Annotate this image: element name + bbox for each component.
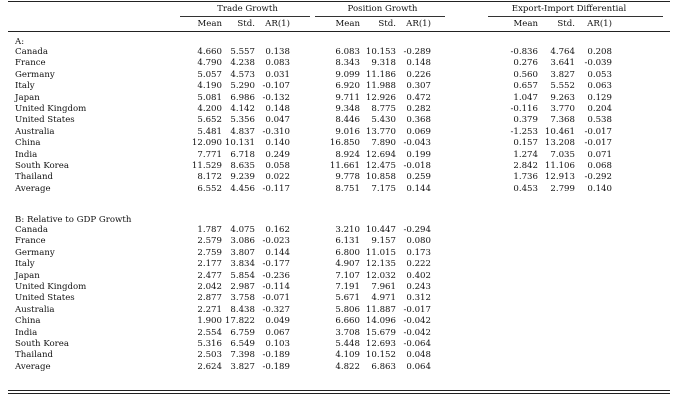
- table-cell: 14.096: [365, 316, 396, 327]
- header-export-import-differential: Export-Import Differential: [511, 4, 627, 14]
- table-cell: 0.053: [587, 69, 612, 80]
- table-cell: 4.837: [230, 126, 255, 137]
- table-cell: 0.453: [513, 183, 538, 194]
- table-cell: -0.177: [262, 259, 290, 270]
- table-cell: 7.890: [371, 138, 396, 149]
- table-cell: 0.048: [406, 350, 431, 361]
- table-cell: 5.448: [335, 339, 360, 349]
- table-cell: 4.790: [197, 58, 222, 69]
- table-cell: 2.271: [197, 304, 222, 315]
- table-cell: 2.799: [550, 183, 575, 194]
- table-cell: 9.318: [371, 58, 396, 69]
- table-cell: 0.157: [513, 138, 538, 149]
- table-cell: 9.778: [335, 172, 360, 183]
- table-cell: 3.641: [550, 58, 575, 69]
- table-cell: 6.660: [335, 316, 360, 327]
- table-cell: 7.771: [197, 149, 222, 160]
- table-cell: 5.552: [550, 81, 575, 92]
- table-cell: 4.142: [230, 104, 255, 114]
- row-label: United Kingdom: [15, 282, 87, 292]
- table-cell: 8.775: [371, 104, 396, 114]
- table-cell: 2.477: [197, 270, 222, 281]
- row-label: Thailand: [15, 350, 54, 361]
- row-label: India: [15, 327, 38, 338]
- table-cell: 8.438: [230, 304, 255, 315]
- table-cell: 6.759: [230, 327, 255, 338]
- table-cell: 6.920: [335, 81, 360, 92]
- table-cell: 5.081: [197, 92, 222, 103]
- table-cell: 12.032: [365, 270, 396, 281]
- table-cell: 0.144: [265, 247, 290, 258]
- table-cell: 2.554: [197, 327, 222, 338]
- table-cell: 0.148: [406, 58, 431, 69]
- table-bottom-rule-1: [8, 390, 670, 391]
- table-cell: 10.461: [544, 126, 575, 137]
- table-cell: 7.191: [335, 282, 360, 292]
- table-cell: 8.343: [335, 58, 360, 69]
- table-cell: 4.075: [230, 225, 255, 235]
- table-cell: 6.800: [335, 247, 360, 258]
- row-label: India: [15, 149, 38, 160]
- table-cell: 0.022: [265, 172, 290, 183]
- table-cell: 2.042: [197, 282, 222, 292]
- table-cell: 2.624: [197, 361, 222, 372]
- table-cell: 0.312: [406, 293, 431, 304]
- table-cell: 9.239: [230, 172, 255, 183]
- table-cell: 0.657: [513, 81, 538, 92]
- table-cell: 0.222: [406, 259, 431, 270]
- table-cell: 9.157: [371, 236, 396, 247]
- table-cell: -0.039: [584, 58, 612, 69]
- table-cell: -0.116: [510, 104, 538, 114]
- row-label: France: [15, 236, 46, 247]
- table-cell: 5.316: [197, 339, 222, 349]
- table-cell: 11.529: [191, 161, 222, 171]
- table-cell: -0.017: [584, 126, 612, 137]
- position-growth-underline: [315, 16, 445, 17]
- table-cell: 5.557: [230, 47, 255, 57]
- table-cell: 8.172: [197, 172, 222, 183]
- table-cell: 7.961: [371, 282, 396, 292]
- table-cell: -0.236: [262, 270, 290, 281]
- table-cell: 9.348: [335, 104, 360, 114]
- table-cell: -0.042: [403, 327, 431, 338]
- table-cell: -0.043: [403, 138, 431, 149]
- table-cell: 4.822: [335, 361, 360, 372]
- table-cell: 4.109: [335, 350, 360, 361]
- table-cell: 3.807: [230, 247, 255, 258]
- row-label: Average: [15, 361, 51, 372]
- table-cell: 0.049: [265, 316, 290, 327]
- table-cell: 1.047: [513, 92, 538, 103]
- table-cell: 5.652: [197, 115, 222, 126]
- table-cell: 2.503: [197, 350, 222, 361]
- table-cell: 1.787: [197, 225, 222, 235]
- row-label: Australia: [15, 126, 55, 137]
- table-cell: 2.842: [513, 161, 538, 171]
- table-cell: 9.016: [335, 126, 360, 137]
- table-cell: 12.090: [191, 138, 222, 149]
- table-cell: 5.430: [371, 115, 396, 126]
- table-cell: 3.086: [230, 236, 255, 247]
- table-cell: 0.282: [406, 104, 431, 114]
- table-cell: 0.103: [265, 339, 290, 349]
- table-cell: 9.099: [335, 69, 360, 80]
- table-cell: 3.770: [550, 104, 575, 114]
- table-cell: 8.446: [335, 115, 360, 126]
- subheader-std-2: Std.: [557, 19, 575, 29]
- table-cell: 0.259: [406, 172, 431, 183]
- row-label: South Korea: [15, 339, 69, 349]
- subheader-mean-0: Mean: [197, 19, 222, 29]
- table-cell: -0.189: [262, 350, 290, 361]
- table-cell: 4.573: [230, 69, 255, 80]
- table-cell: -0.064: [403, 339, 431, 349]
- table-cell: 15.679: [365, 327, 396, 338]
- table-cell: 3.210: [335, 225, 360, 235]
- table-cell: -0.017: [584, 138, 612, 149]
- table-cell: 0.068: [587, 161, 612, 171]
- subheader-mean-1: Mean: [335, 19, 360, 29]
- table-cell: 13.208: [544, 138, 575, 149]
- table-cell: 6.131: [335, 236, 360, 247]
- table-cell: 7.368: [550, 115, 575, 126]
- table-cell: 10.858: [365, 172, 396, 183]
- export-import-underline: [488, 16, 663, 17]
- table-cell: 2.877: [197, 293, 222, 304]
- table-cell: 0.071: [587, 149, 612, 160]
- table-cell: 0.058: [265, 161, 290, 171]
- table-cell: 11.661: [329, 161, 360, 171]
- subheader-std-0: Std.: [237, 19, 255, 29]
- table-cell: 11.015: [365, 247, 396, 258]
- table-cell: -0.017: [403, 304, 431, 315]
- table-cell: 12.913: [544, 172, 575, 183]
- table-cell: -0.114: [262, 282, 290, 292]
- table-cell: 8.751: [335, 183, 360, 194]
- table-cell: 8.924: [335, 149, 360, 160]
- row-label: Canada: [15, 225, 48, 235]
- table-cell: 0.162: [265, 225, 290, 235]
- table-cell: 2.579: [197, 236, 222, 247]
- table-cell: 16.850: [329, 138, 360, 149]
- table-cell: 5.057: [197, 69, 222, 80]
- table-cell: 0.249: [265, 149, 290, 160]
- table-cell: 0.204: [587, 104, 612, 114]
- table-cell: 0.129: [587, 92, 612, 103]
- table-cell: 0.140: [265, 138, 290, 149]
- table-cell: 0.199: [406, 149, 431, 160]
- table-cell: 4.971: [371, 293, 396, 304]
- row-label: China: [15, 316, 41, 327]
- table-cell: 10.131: [224, 138, 255, 149]
- table-cell: 7.107: [335, 270, 360, 281]
- table-cell: -0.189: [262, 361, 290, 372]
- row-label: South Korea: [15, 161, 69, 171]
- table-cell: 0.379: [513, 115, 538, 126]
- table-cell: 0.402: [406, 270, 431, 281]
- table-cell: 4.190: [197, 81, 222, 92]
- table-cell: 6.863: [371, 361, 396, 372]
- table-cell: 12.135: [365, 259, 396, 270]
- table-cell: 0.138: [265, 47, 290, 57]
- row-label: Italy: [15, 259, 35, 270]
- table-cell: 17.822: [224, 316, 255, 327]
- table-top-rule: [8, 1, 670, 2]
- table-cell: -1.253: [510, 126, 538, 137]
- table-cell: 0.276: [513, 58, 538, 69]
- table-cell: 7.398: [230, 350, 255, 361]
- table-cell: 4.456: [230, 183, 255, 194]
- table-cell: 10.447: [365, 225, 396, 235]
- table-cell: 13.770: [365, 126, 396, 137]
- header-trade-growth: Trade Growth: [217, 4, 278, 14]
- table-cell: 1.274: [513, 149, 538, 160]
- table-cell: 0.080: [406, 236, 431, 247]
- table-cell: 0.472: [406, 92, 431, 103]
- table-cell: 0.083: [265, 58, 290, 69]
- row-label: Australia: [15, 304, 55, 315]
- table-cell: 3.758: [230, 293, 255, 304]
- table-cell: 4.200: [197, 104, 222, 114]
- table-cell: 3.708: [335, 327, 360, 338]
- table-cell: 5.356: [230, 115, 255, 126]
- subheader-mean-2: Mean: [513, 19, 538, 29]
- table-cell: 0.047: [265, 115, 290, 126]
- subheader-std-1: Std.: [378, 19, 396, 29]
- row-label: United States: [15, 115, 75, 126]
- table-cell: 1.736: [513, 172, 538, 183]
- row-label: Italy: [15, 81, 35, 92]
- row-label: Germany: [15, 69, 55, 80]
- table-cell: 0.067: [265, 327, 290, 338]
- table-cell: 0.173: [406, 247, 431, 258]
- table-cell: 0.226: [406, 69, 431, 80]
- table-cell: 10.153: [365, 47, 396, 57]
- table-cell: 11.106: [544, 161, 575, 171]
- table-cell: -0.836: [510, 47, 538, 57]
- table-cell: 5.854: [230, 270, 255, 281]
- row-label: United States: [15, 293, 75, 304]
- table-cell: -0.310: [262, 126, 290, 137]
- row-label: United Kingdom: [15, 104, 87, 114]
- row-label: Canada: [15, 47, 48, 57]
- table-cell: -0.327: [262, 304, 290, 315]
- table-cell: 4.907: [335, 259, 360, 270]
- subheader-ar1-2: AR(1): [587, 19, 612, 29]
- table-cell: 4.238: [230, 58, 255, 69]
- table-cell: 5.290: [230, 81, 255, 92]
- table-cell: -0.042: [403, 316, 431, 327]
- table-cell: 12.926: [365, 92, 396, 103]
- table-cell: 11.887: [365, 304, 396, 315]
- table-cell: 0.063: [587, 81, 612, 92]
- table-cell: 9.263: [550, 92, 575, 103]
- table-cell: 5.481: [197, 126, 222, 137]
- table-bottom-rule-2: [8, 393, 670, 394]
- row-label: Germany: [15, 247, 55, 258]
- table-cell: 2.759: [197, 247, 222, 258]
- subheader-ar1-0: AR(1): [265, 19, 290, 29]
- table-cell: 0.069: [406, 126, 431, 137]
- row-label: Thailand: [15, 172, 54, 183]
- table-cell: 0.064: [406, 361, 431, 372]
- header-bottom-rule: [8, 31, 670, 32]
- table-cell: 5.806: [335, 304, 360, 315]
- table-cell: 0.140: [587, 183, 612, 194]
- table-cell: 6.552: [197, 183, 222, 194]
- table-cell: 0.208: [587, 47, 612, 57]
- table-cell: 0.031: [265, 69, 290, 80]
- table-cell: 7.175: [371, 183, 396, 194]
- subheader-ar1-1: AR(1): [406, 19, 431, 29]
- row-label: France: [15, 58, 46, 69]
- trade-growth-underline: [180, 16, 310, 17]
- table-cell: 6.549: [230, 339, 255, 349]
- table-cell: 2.177: [197, 259, 222, 270]
- table-cell: -0.289: [403, 47, 431, 57]
- table-cell: -0.117: [262, 183, 290, 194]
- table-cell: 8.635: [230, 161, 255, 171]
- table-cell: 12.694: [365, 149, 396, 160]
- table-cell: 2.987: [230, 282, 255, 292]
- table-cell: 3.827: [230, 361, 255, 372]
- table-cell: 12.693: [365, 339, 396, 349]
- table-cell: 5.671: [335, 293, 360, 304]
- table-cell: 11.988: [365, 81, 396, 92]
- table-cell: 12.475: [365, 161, 396, 171]
- row-label: Average: [15, 183, 51, 194]
- table-cell: 3.827: [550, 69, 575, 80]
- table-cell: -0.107: [262, 81, 290, 92]
- table-cell: -0.071: [262, 293, 290, 304]
- row-label: Japan: [15, 92, 40, 103]
- table-cell: 10.152: [365, 350, 396, 361]
- table-cell: 1.900: [197, 316, 222, 327]
- table-cell: 4.660: [197, 47, 222, 57]
- table-cell: 3.834: [230, 259, 255, 270]
- row-label: Japan: [15, 270, 40, 281]
- panel-a-title: A:: [15, 37, 25, 47]
- header-position-growth: Position Growth: [347, 4, 418, 14]
- table-cell: -0.292: [584, 172, 612, 183]
- table-cell: -0.294: [403, 225, 431, 235]
- table-cell: 6.718: [230, 149, 255, 160]
- panel-b-title: B: Relative to GDP Growth: [15, 215, 132, 225]
- table-cell: 0.368: [406, 115, 431, 126]
- table-cell: 0.243: [406, 282, 431, 292]
- table-cell: -0.132: [262, 92, 290, 103]
- table-cell: 0.307: [406, 81, 431, 92]
- table-cell: 6.083: [335, 47, 360, 57]
- table-cell: 0.560: [513, 69, 538, 80]
- table-cell: 7.035: [550, 149, 575, 160]
- table-cell: 9.711: [335, 92, 360, 103]
- table-cell: 4.764: [550, 47, 575, 57]
- table-cell: -0.023: [262, 236, 290, 247]
- row-label: China: [15, 138, 41, 149]
- table-cell: -0.018: [403, 161, 431, 171]
- table-cell: 6.986: [230, 92, 255, 103]
- table-cell: 0.148: [265, 104, 290, 114]
- table-cell: 0.144: [406, 183, 431, 194]
- table-cell: 11.186: [365, 69, 396, 80]
- table-cell: 0.538: [587, 115, 612, 126]
